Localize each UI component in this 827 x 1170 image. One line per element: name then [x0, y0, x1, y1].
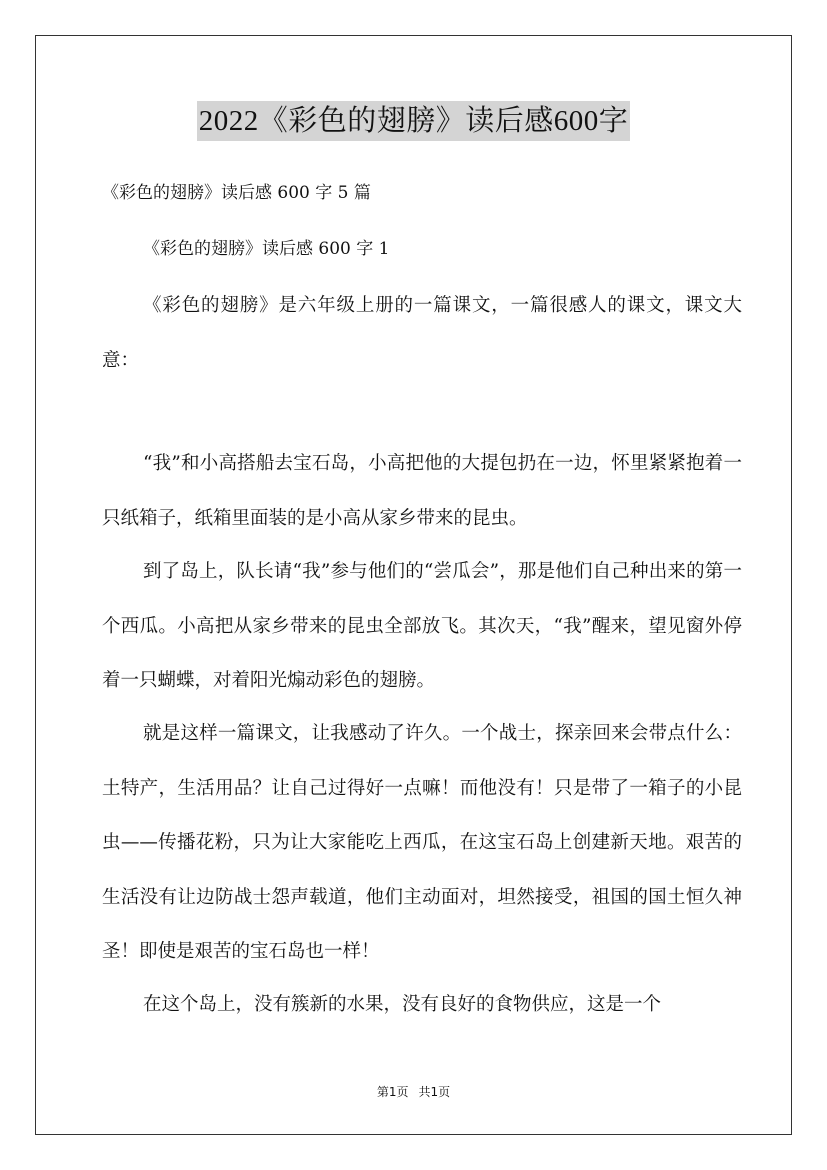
- section-heading: 《彩色的翅膀》读后感 600 字 1: [143, 239, 390, 259]
- page-total: 共1页: [418, 1085, 451, 1099]
- document-title: 2022《彩色的翅膀》读后感600字: [197, 101, 631, 141]
- paragraph-1: 《彩色的翅膀》是六年级上册的一篇课文，一篇很感人的课文，课文大意：: [102, 295, 742, 371]
- paragraph-4: 就是这样一篇课文，让我感动了许久。一个战士，探亲回来会带点什么：土特产，生活用品？让自己过得好一点嘛！而他没有！只是带了一箱子的小昆虫——传播花粉，只为让大家能吃上西瓜，在这宝石岛上创建新天地。艰苦的生活没有让边防战士怨声载道，他们主动面对，坦然接受，祖国的国土恒久神圣！即使是艰苦的宝石岛也一样！: [102, 723, 742, 962]
- title-container: [0, 101, 827, 141]
- page-number: 第1页: [376, 1085, 409, 1099]
- paragraph-3: 到了岛上，队长请“我”参与他们的“尝瓜会”，那是他们自己种出来的第一个西瓜。小高把从家乡带来的昆虫全部放飞。其次天，“我”醒来，望见窗外停着一只蝴蝶，对着阳光煽动彩色的翅膀。: [102, 561, 742, 691]
- document-subtitle: 《彩色的翅膀》读后感 600 字 5 篇: [102, 183, 371, 203]
- paragraph-5: 在这个岛上，没有簇新的水果，没有良好的食物供应，这是一个: [143, 994, 662, 1015]
- paragraph-2: “我”和小高搭船去宝石岛，小高把他的大提包扔在一边，怀里紧紧抱着一只纸箱子，纸箱里面装的是小高从家乡带来的昆虫。: [102, 453, 742, 529]
- page-footer: [0, 1083, 827, 1101]
